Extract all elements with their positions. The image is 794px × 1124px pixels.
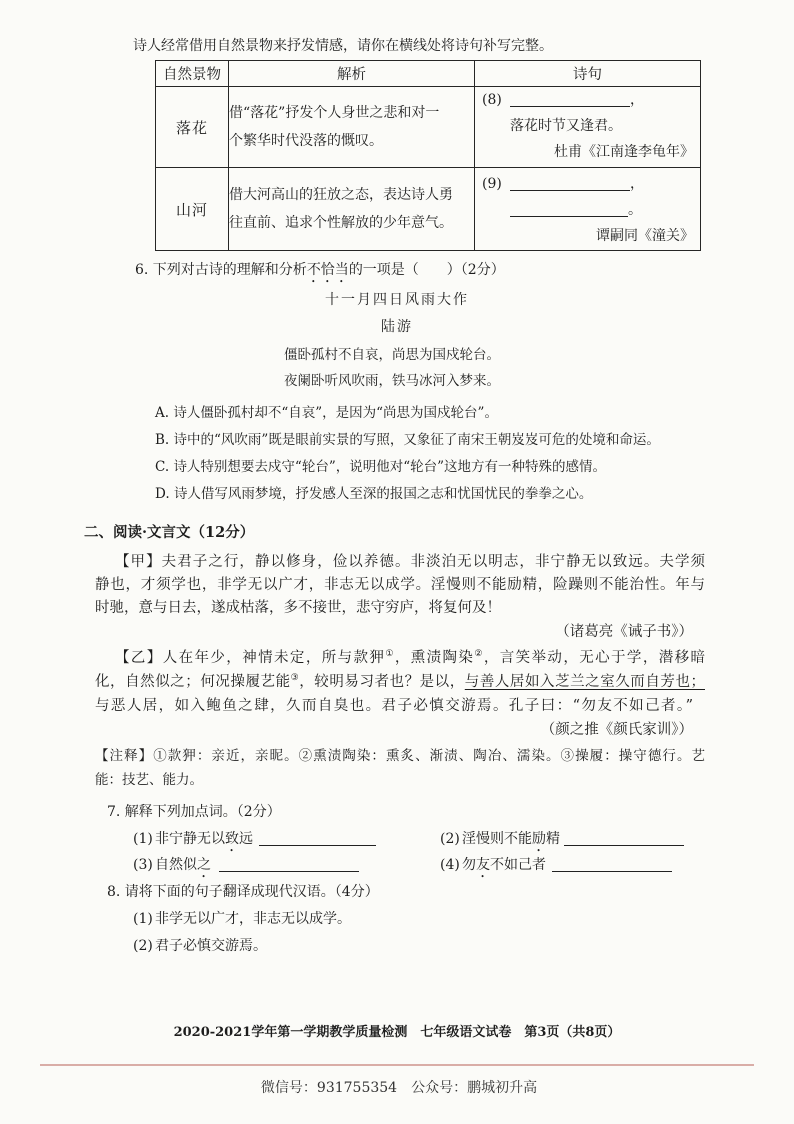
verse-source: 杜甫《江南逢李龟年》 [554,144,694,160]
answer-blank [552,857,672,872]
scenery-cell: 落花 [156,87,229,168]
option-text: 诗人僵卧孤村却不“自哀”，是因为“尚思为国戍轮台”。 [173,405,498,421]
verse-punctuation: ， [630,92,644,108]
analysis-line: 个繁华时代没落的慨叹。 [229,133,383,149]
emphasized-text: 不恰当 [306,262,349,278]
question-6-stem [135,260,505,286]
option-text: 诗人借写风雨梦境，抒发感人至深的报国之志和忧国忧民的拳拳之心。 [173,486,593,502]
answer-blank [219,857,359,872]
verse-line: 落花时节又逢君。 [510,118,622,134]
scenery-cell: 山河 [156,168,229,251]
passage-jia-source: （诸葛亮《诫子书》） [555,624,693,640]
passage-yi-line [115,646,705,670]
passage-text: ，言笑举动，无心于学，潜移暗 [483,650,705,666]
annotation-line: 能：技艺、能力。 [95,772,203,788]
divider-line [40,1064,754,1066]
column-header-scenery: 自然景物 [156,61,229,87]
analysis-line: 借“落花”抒发个人身世之悲和对一 [229,105,440,121]
question-number: (8) [482,92,502,108]
item-text: 君子必慎交游焉。 [155,938,267,954]
verse-line [475,197,700,223]
verse-line [475,171,700,197]
table-row [156,87,701,168]
emphasized-char: 励 [532,831,546,847]
note-marker: ③ [290,673,300,683]
item-text: 精 [546,831,560,847]
question-7-stem: 7. 解释下列加点词。（2分） [107,804,281,820]
poem-author: 陆游 [381,319,413,335]
table-row [156,168,701,251]
note-marker: ② [474,649,484,659]
page-footer: 2020-2021学年第一学期教学质量检测 七年级语文试卷 第3页（共8页） [173,1025,621,1040]
passage-yi-line: 与恶人居，如入鲍鱼之肆，久而自臭也。君子必慎交游焉。孔子曰：“勿友不如己者。” [95,698,693,714]
option-label: B. [155,432,170,448]
item-text: 不如己者 [490,857,546,873]
question-8-item [133,936,267,956]
analysis-line: 借大河高山的狂放之态，表达诗人勇 [229,187,453,203]
column-header-verse: 诗句 [475,61,701,87]
answer-blank [510,176,630,191]
question-7-item [440,855,672,881]
verse-fill-instruction: 诗人经常借用自然景物来抒发情感，请你在横线处将诗句补写完整。 [133,38,553,54]
passage-jia-line: 【甲】夫君子之行，静以修身，俭以养德。非淡泊无以明志，非宁静无以致远。夫学须 [115,554,705,570]
passage-text: ，较明易习者也？是以， [299,674,465,690]
answer-blank [510,202,628,217]
question-7-item [133,855,359,881]
passage-text: ，熏渍陶染 [394,650,475,666]
question-7-item [440,829,684,855]
question-number: (9) [482,176,502,192]
stem-text: 的一项是（ ）（2分） [348,262,505,278]
option-text: 诗中的“风吹雨”既是眼前实景的写照，又象征了南宋王朝岌岌可危的处境和命运。 [173,432,660,448]
passage-yi-source: （颜之推《颜氏家训》） [540,722,693,738]
verse-cell [475,87,701,168]
item-label: (1) [133,831,153,847]
answer-blank [564,831,684,846]
passage-text: 化，自然似之；何况操履艺能 [95,674,291,690]
poem-title: 十一月四日风雨大作 [325,292,469,308]
option-label: A. [155,405,170,421]
verse-punctuation: ， [630,176,644,192]
item-label: (1) [133,911,153,927]
question-8-item [133,909,351,929]
option-c [155,457,606,477]
emphasized-char: 致 [225,831,239,847]
emphasized-char: 友 [476,857,490,873]
item-text: 非宁静无以 [155,831,225,847]
verse-punctuation: 。 [628,202,642,218]
item-label: (3) [133,857,153,873]
item-text: 自然似 [155,857,197,873]
item-label: (4) [440,857,460,873]
table-header-row [156,61,701,87]
option-d [155,484,592,504]
annotation-line: 【注释】①款狎：亲近，亲昵。②熏渍陶染：熏炙、渐渍、陶冶、濡染。③操履：操守德行。艺 [95,748,705,764]
question-8-stem: 8. 请将下面的句子翻译成现代汉语。（4分） [107,884,379,900]
option-b [155,430,660,450]
analysis-line: 往直前、追求个性解放的少年意气。 [229,215,453,231]
column-header-analysis: 解析 [229,61,475,87]
verse-line [475,87,700,113]
item-label: (2) [440,831,460,847]
item-text: 非学无以广才，非志无以成学。 [155,911,351,927]
option-a [155,403,498,423]
answer-blank [259,831,376,846]
option-label: D. [155,486,170,502]
contact-watermark: 微信号：931755354 公众号：鹏城初升高 [260,1080,538,1096]
passage-jia-line: 时驰，意与日去，遂成枯落，多不接世，悲守穷庐，将复何及！ [95,600,501,616]
note-marker: ① [385,649,395,659]
scenery-verse-table [155,60,701,251]
item-label: (2) [133,938,153,954]
option-label: C. [155,459,170,475]
answer-blank [510,92,630,107]
option-text: 诗人特别想要去戍守“轮台”，说明他对“轮台”这地方有一种特殊的感情。 [173,459,607,475]
section-heading: 二、阅读·文言文（12分） [84,524,255,541]
analysis-cell [229,168,475,251]
stem-text: 6. 下列对古诗的理解和分析 [135,262,307,278]
item-text: 远 [239,831,253,847]
verse-source: 谭嗣同《潼关》 [596,228,694,244]
item-text: 淫慢则不能 [462,831,532,847]
underlined-sentence: 与善人居如入芝兰之室久而自芳也； [464,674,705,690]
analysis-cell [229,87,475,168]
verse-cell [475,168,701,251]
item-text: 勿 [462,857,476,873]
question-7-item [133,829,376,855]
passage-jia-line: 静也，才须学也，非学无以广才，非志无以成学。淫慢则不能励精，险躁则不能治性。年与 [95,577,705,593]
passage-yi-line [95,670,705,694]
emphasized-char: 之 [197,857,211,873]
passage-text: 【乙】人在年少，神情未定，所与款狎 [115,650,386,666]
poem-line: 僵卧孤村不自哀，尚思为国戍轮台。 [284,347,500,363]
poem-line: 夜阑卧听风吹雨，铁马冰河入梦来。 [284,373,500,389]
